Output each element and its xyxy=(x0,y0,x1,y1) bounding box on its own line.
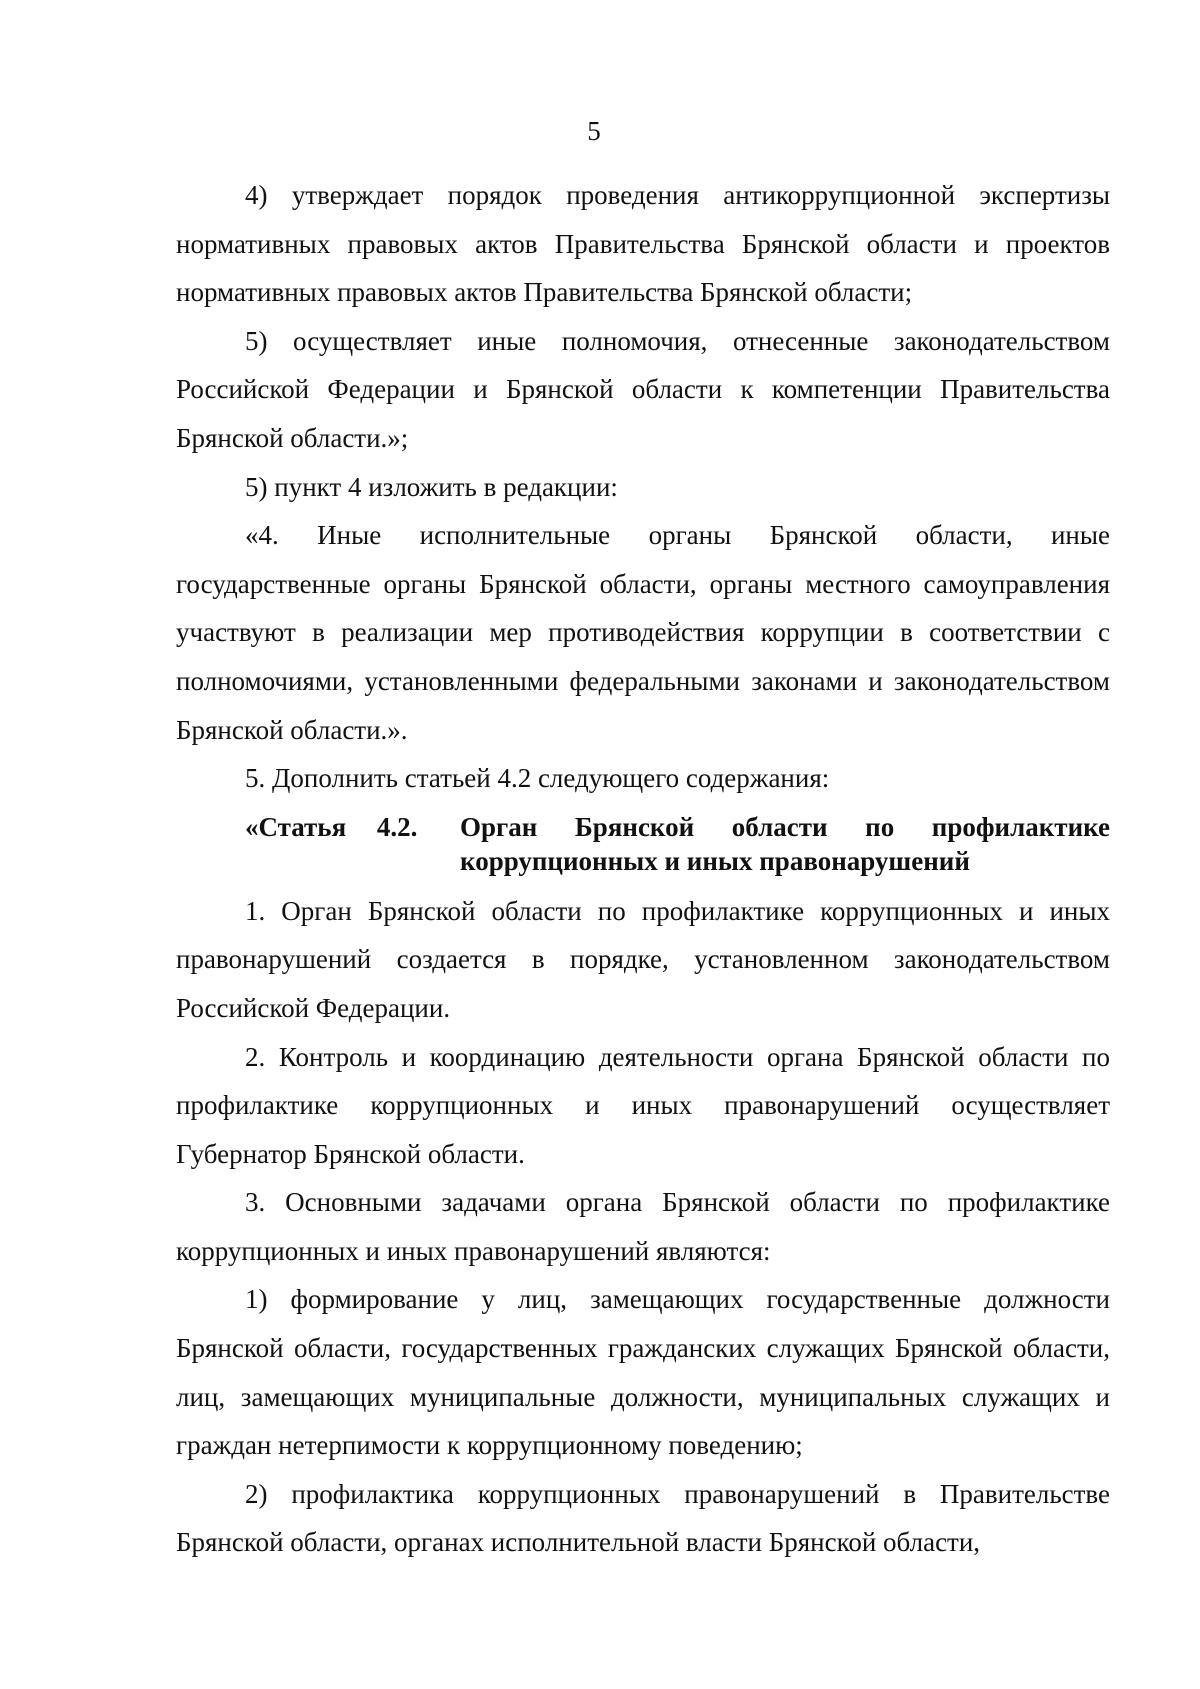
paragraph-article-point-2: 2. Контроль и координацию деятельности органа Брянской области по профилактике коррупционных и иных правонарушений осуществляет Губернатор Брянской области. xyxy=(176,1041,1110,1169)
article-heading xyxy=(176,803,1110,887)
paragraph-article-point-3: 3. Основными задачами органа Брянской области по профилактике коррупционных и иных правонарушений являются: xyxy=(176,1187,1110,1266)
article-heading-label: «Статья 4.2. xyxy=(245,811,418,842)
paragraph-amend-point-4: 5) пункт 4 изложить в редакции: xyxy=(245,471,618,502)
document-body xyxy=(176,171,1110,1567)
paragraph-add-article-4-2: 5. Дополнить статьей 4.2 следующего содержания: xyxy=(245,763,830,794)
article-heading-title: Орган Брянской области по профилактике коррупционных и иных правонарушений xyxy=(460,811,1110,876)
paragraph-task-1: 1) формирование у лиц, замещающих государственные должности Брянской области, государственных гражданских служащих Брянской области, лиц, замещающих муниципальные должности, муниципальных служащих и граждан нетерпимости к коррупционному поведению; xyxy=(176,1284,1110,1461)
paragraph-item-4-expertise: 4) утверждает порядок проведения антикоррупционной экспертизы нормативных правовых актов Правительства Брянской области и проектов нормативных правовых актов Правительства Брянской области; xyxy=(176,180,1110,308)
paragraph-task-2: 2) профилактика коррупционных правонарушений в Правительстве Брянской области, органах исполнительной власти Брянской области, xyxy=(176,1478,1110,1558)
page-number: 5 xyxy=(587,116,601,146)
paragraph-point-4-text: «4. Иные исполнительные органы Брянской области, иные государственные органы Брянской области, органы местного самоуправления участвуют в реализации мер противодействия коррупции в соответствии с полномочиями, установленными федеральными законами и законодательством Брянской области.». xyxy=(176,520,1110,745)
paragraph-item-5-other-powers: 5) осуществляет иные полномочия, отнесенные законодательством Российской Федерации и Брянской области к компетенции Правительства Брянской области.»; xyxy=(176,325,1110,453)
paragraph-article-point-1: 1. Орган Брянской области по профилактике коррупционных и иных правонарушений создается в порядке, установленном законодательством Российской Федерации. xyxy=(176,895,1110,1023)
